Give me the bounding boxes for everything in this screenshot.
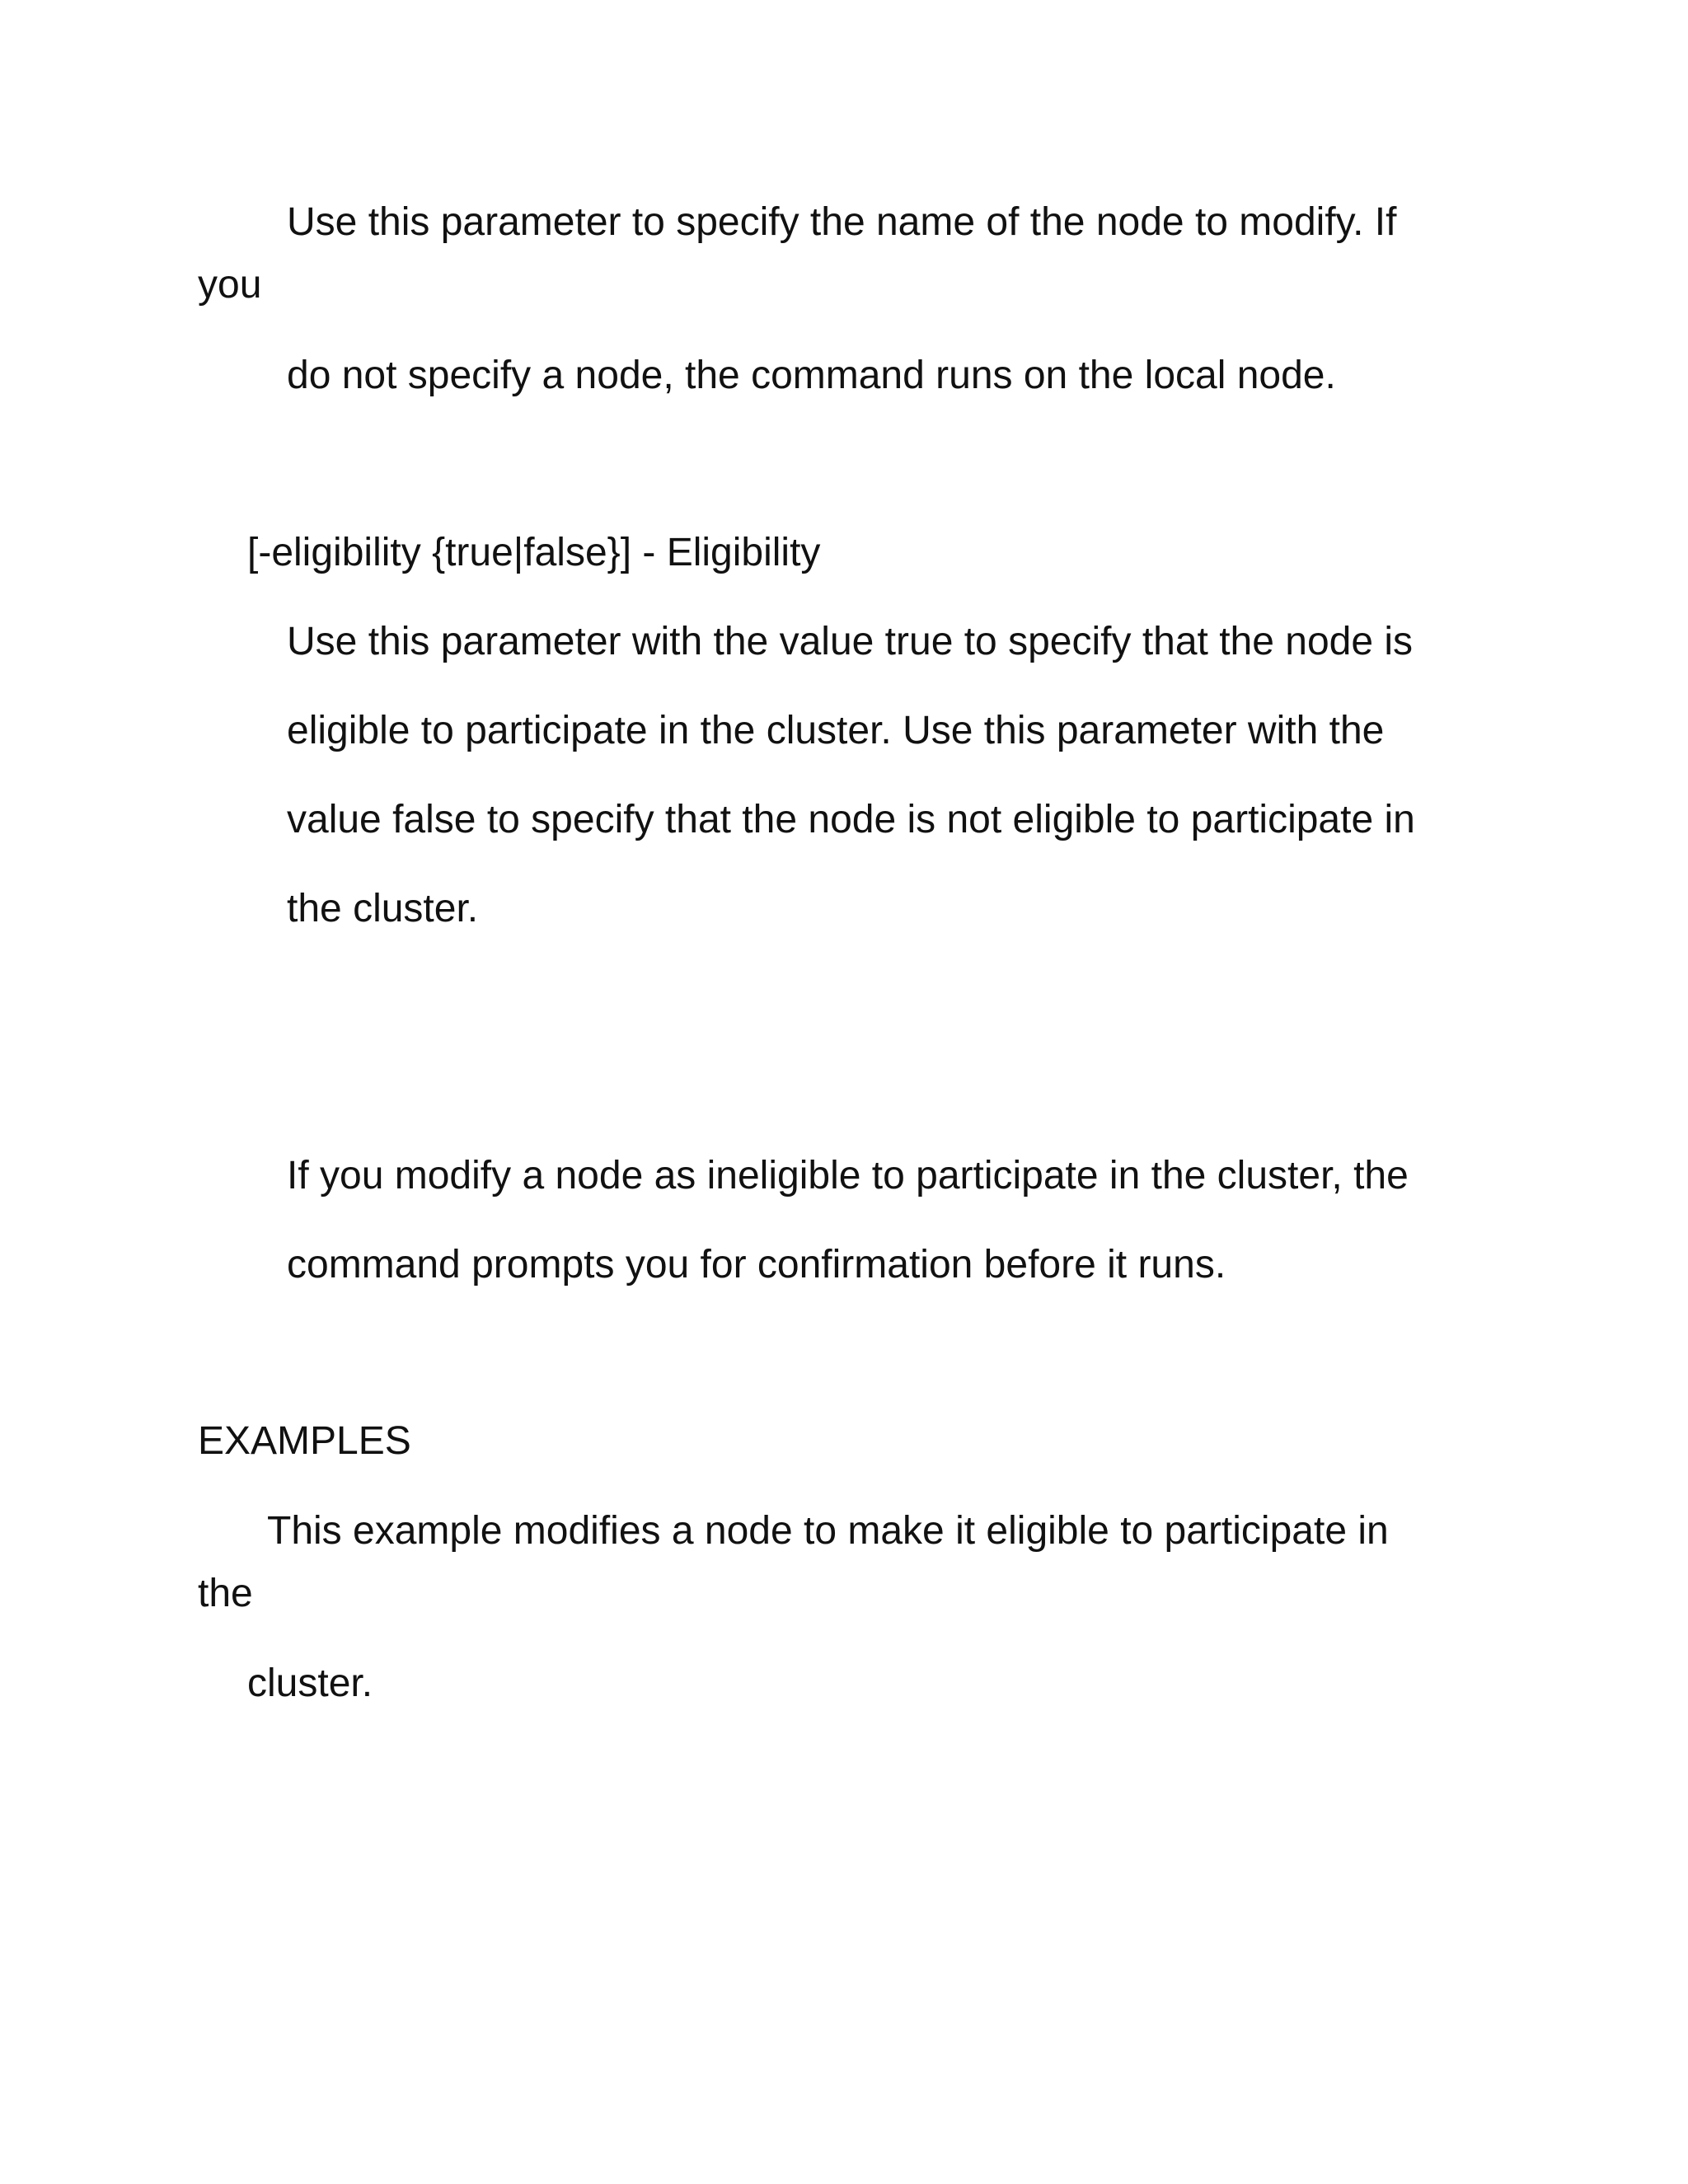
eligibility-desc-line-3: value false to specify that the node is not eligible to participate in <box>287 798 1415 841</box>
eligibility-note-line-2: command prompts you for confirmation before it runs. <box>287 1243 1226 1286</box>
node-param-desc-line-2: you <box>198 263 262 307</box>
examples-heading: EXAMPLES <box>198 1419 411 1463</box>
node-param-desc-line-3: do not specify a node, the command runs on the local node. <box>287 354 1336 397</box>
examples-desc-line-1: This example modifies a node to make it eligible to participate in <box>267 1509 1389 1553</box>
eligibility-note-line-1: If you modify a node as ineligible to participate in the cluster, the <box>287 1154 1409 1197</box>
eligibility-desc-line-1: Use this parameter with the value true to specify that the node is <box>287 620 1414 663</box>
eligibility-desc-line-4: the cluster. <box>287 887 479 930</box>
eligibility-param-heading: [-eligibility {true|false}] - Eligibility <box>247 531 821 574</box>
examples-desc-line-3: cluster. <box>247 1661 373 1705</box>
node-param-desc-line-1: Use this parameter to specify the name of the node to modify. If <box>287 200 1397 244</box>
examples-desc-line-2: the <box>198 1572 253 1615</box>
eligibility-desc-line-2: eligible to participate in the cluster. Use this parameter with the <box>287 709 1385 752</box>
